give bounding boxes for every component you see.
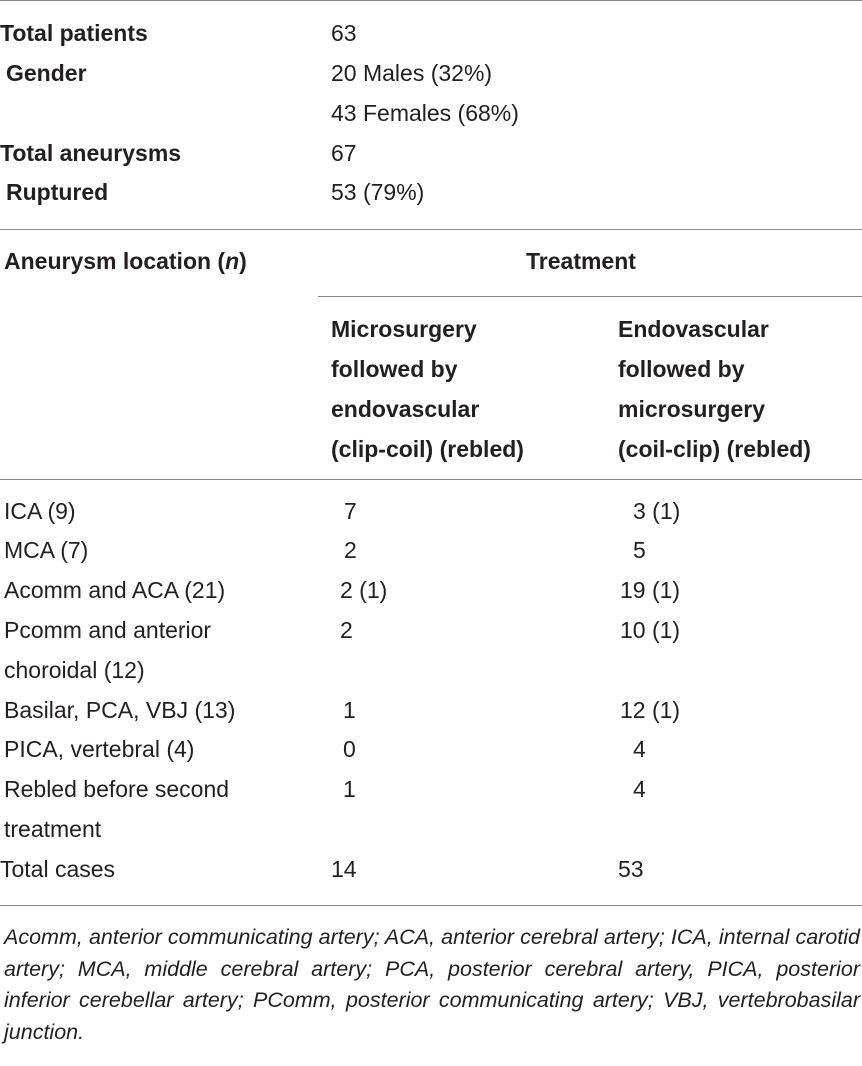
total-aneurysms-value: 67 [331, 140, 357, 166]
location-cell: MCA (7) [4, 537, 89, 563]
summary-bottom-rule [0, 229, 862, 230]
treatment-header: Treatment [526, 248, 636, 274]
col-clip-coil-header-line: followed by [331, 356, 458, 382]
coil-clip-cell: 53 [618, 856, 644, 882]
clip-coil-cell: 2 [344, 537, 357, 563]
location-cell: Pcomm and anterior [4, 617, 212, 643]
location-cell: Basilar, PCA, VBJ (13) [4, 697, 236, 723]
clip-coil-cell: 2 (1) [340, 577, 388, 603]
location-cell: treatment [4, 816, 102, 842]
location-cell: Rebled before second [4, 776, 230, 802]
clip-coil-cell: 7 [344, 498, 357, 524]
header-bottom-rule [0, 479, 862, 480]
gender-label: Gender [6, 60, 87, 86]
coil-clip-cell: 12 (1) [620, 697, 681, 723]
ruptured-value: 53 (79%) [331, 179, 425, 205]
clip-coil-cell: 2 [340, 617, 353, 643]
table-footnote: Acomm, anterior communicating artery; ACA, anterior cerebral artery; ICA, internal carotid artery; MCA, middle cerebral artery; PCA, posterior cerebral artery, PICA, posterior inferior cerebellar artery; PComm, posterior communicating artery; VBJ, vertebrobasilar junction. [4, 925, 860, 1044]
col-clip-coil-header-line: endovascular [331, 396, 480, 422]
col-coil-clip-header-line: (coil-clip) (rebled) [618, 436, 811, 462]
gender-females: 43 Females (68%) [331, 100, 519, 126]
table-top-rule [0, 0, 862, 1]
coil-clip-cell: 4 [633, 736, 646, 762]
coil-clip-cell: 10 (1) [620, 617, 681, 643]
coil-clip-cell: 5 [633, 537, 646, 563]
col-clip-coil-header-line: (clip-coil) (rebled) [331, 436, 524, 462]
total-aneurysms-label: Total aneurysms [0, 140, 182, 166]
location-cell: Acomm and ACA (21) [4, 577, 226, 603]
coil-clip-cell: 3 (1) [633, 498, 681, 524]
col-clip-coil-header-line: Microsurgery [331, 316, 477, 342]
clip-coil-cell: 14 [331, 856, 357, 882]
location-cell: PICA, vertebral (4) [4, 736, 195, 762]
col-coil-clip-header-line: microsurgery [618, 396, 766, 422]
coil-clip-cell: 19 (1) [620, 577, 681, 603]
coil-clip-cell: 4 [633, 776, 646, 802]
total-patients-label: Total patients [0, 20, 148, 46]
col-coil-clip-header-line: followed by [618, 356, 745, 382]
gender-males: 20 Males (32%) [331, 60, 493, 86]
location-header-text: Aneurysm location ( [4, 248, 226, 274]
location-header-close: ) [239, 248, 247, 274]
table-bottom-rule [0, 905, 862, 906]
clip-coil-cell: 1 [343, 776, 356, 802]
location-header-n: n [225, 248, 240, 274]
ruptured-label: Ruptured [6, 179, 109, 205]
treatment-rule [318, 296, 862, 297]
location-cell: ICA (9) [4, 498, 76, 524]
clip-coil-cell: 1 [343, 697, 356, 723]
location-cell: choroidal (12) [4, 657, 145, 683]
total-patients-value: 63 [331, 20, 357, 46]
location-header [4, 241, 247, 281]
col-coil-clip-header-line: Endovascular [618, 316, 769, 342]
location-cell: Total cases [0, 856, 116, 882]
clip-coil-cell: 0 [343, 736, 356, 762]
